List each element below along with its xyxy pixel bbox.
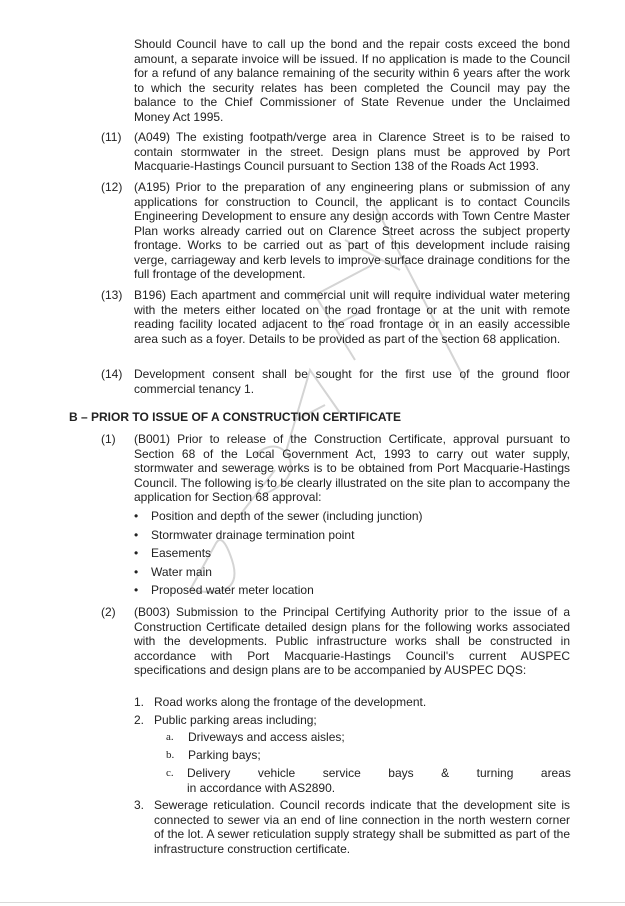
word: bays <box>388 766 414 780</box>
section-heading: B – PRIOR TO ISSUE OF A CONSTRUCTION CERTIFICATE <box>69 410 402 424</box>
list-text: Driveways and access aisles; <box>188 730 345 744</box>
bullet-list <box>134 509 423 602</box>
word: service <box>322 766 361 780</box>
list-item: • Easements <box>134 546 423 565</box>
list-text <box>187 766 571 795</box>
list-letter: a. <box>166 731 174 743</box>
lettered-list <box>166 730 345 766</box>
list-text: Road works along the frontage of the development. <box>154 695 427 709</box>
justified-line <box>187 766 571 781</box>
item-text: (A195) Prior to the preparation of any engineering plans or submission of any applications for construction to Council, the applicant is to contact Councils Engineering Development to ensure any design accords with Town Centre Master Plan works already carried out on Clarence Street across the subject property frontage. Works to be carried out as part of this development include raising verge, carriageway and kerb levels to improve surface drainage conditions for the full frontage of the development. <box>134 180 570 281</box>
list-item <box>134 713 426 731</box>
item-text: (B001) Prior to release of the Construction Certificate, approval pursuant to Section 68 of the Local Government Act, 1993 to carry out water supply, stormwater and sewerage works is to be obtained from Port Macquarie-Hastings Council. The following is to be clearly illustrated on the site plan to accompany the application for Section 68 approval: <box>134 432 570 504</box>
list-text: Parking bays; <box>188 748 261 762</box>
list-letter: c. <box>166 767 174 779</box>
list-number: 3. <box>134 798 145 812</box>
continuation-line: in accordance with AS2890. <box>187 780 336 795</box>
item-number: (2) <box>101 605 116 619</box>
list-number: 1. <box>134 695 145 709</box>
list-item: • Stormwater drainage termination point <box>134 528 423 547</box>
list-text: Public parking areas including; <box>154 713 317 727</box>
list-item <box>134 695 426 713</box>
list-text: Sewerage reticulation. Council records indicate that the development site is connected to sewer via an end of line connection in the north western corner of the lot. A sewer reticulation supply strategy shall be submitted as part of the infrastructure construction certificate. <box>154 798 570 856</box>
list-item <box>166 748 345 766</box>
list-number: 2. <box>134 713 145 727</box>
page-bottom-rule <box>0 902 625 903</box>
item-text: (A049) The existing footpath/verge area in Clarence Street is to be raised to contain stormwater in the street. Design plans must be approved by Port Macquarie-Hastings Council pursuant to Section 138 of the Roads Act 1993. <box>134 130 570 173</box>
word: Delivery <box>187 766 231 780</box>
word: areas <box>540 766 571 780</box>
item-text: B196) Each apartment and commercial unit will require individual water metering with the meters either located on the road frontage or at the unit with remote reading facility located adjacent to the road frontage or in an easily accessible area such as a foyer. Details to be provided as part of the section 68 application. <box>134 288 570 346</box>
word: vehicle <box>257 766 296 780</box>
word: turning <box>476 766 514 780</box>
word: & <box>441 766 450 780</box>
item-number: (1) <box>101 432 116 446</box>
list-letter: b. <box>166 749 175 761</box>
list-item: • Position and depth of the sewer (including junction) <box>134 509 423 528</box>
item-number: (11) <box>101 130 122 144</box>
list-item: • Water main <box>134 565 423 584</box>
item-text: (B003) Submission to the Principal Certifying Authority prior to the issue of a Construction Certificate detailed design plans for the following works associated with the developments. Public infrastructure works shall be constructed in accordance with Port Macquarie-Hastings Council's current AUSPEC specifications and design plans are to be accompanied by AUSPEC DQS: <box>134 605 570 677</box>
list-item <box>166 730 345 748</box>
item-number: (12) <box>101 180 123 194</box>
numbered-list <box>134 695 426 731</box>
item-text: Development consent shall be sought for the first use of the ground floor commercial tenancy 1. <box>134 367 570 396</box>
item-number: (13) <box>101 288 123 302</box>
intro-paragraph: Should Council have to call up the bond and the repair costs exceed the bond amount, a separate invoice will be issued. If no application is made to the Council for a refund of any balance remaining of the security within 6 years after the work to which the security relates has been completed the Council may pay the balance to the Chief Commissioner of State Revenue under the Unclaimed Money Act 1995. <box>134 37 570 124</box>
item-number: (14) <box>101 367 123 381</box>
list-item: • Proposed water meter location <box>134 583 423 602</box>
